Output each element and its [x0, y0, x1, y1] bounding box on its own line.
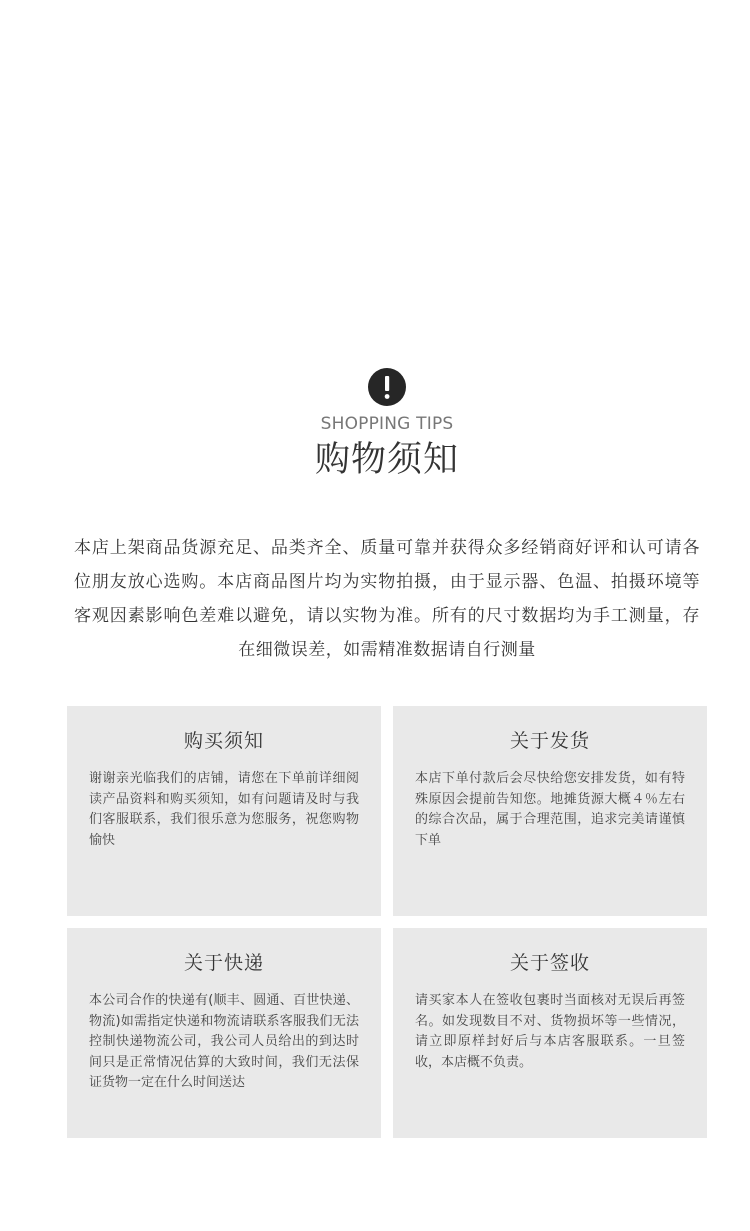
card-purchase-notice — [67, 706, 381, 916]
card-shipping — [393, 706, 707, 916]
intro-paragraph: 本店上架商品货源充足、品类齐全、质量可靠并获得众多经销商好评和认可请各位朋友放心选购。本店商品图片均为实物拍摄，由于显示器、色温、拍摄环境等客观因素影响色差难以避免，请以实物为准。所有的尺寸数据均为手工测量，存在细微误差，如需精准数据请自行测量 — [74, 538, 700, 660]
card-express — [67, 928, 381, 1138]
card-title: 购买须知 — [183, 730, 264, 752]
section-title: 购物须知 — [314, 440, 459, 480]
card-text: 本店下单付款后会尽快给您安排发货，如有特殊原因会提前告知您。地摊货源大概４％左右的综合次品，属于合理范围，追求完美请谨慎下单 — [415, 771, 685, 848]
card-title: 关于签收 — [509, 952, 590, 974]
card-receipt — [393, 928, 707, 1138]
card-title: 关于快递 — [183, 952, 264, 974]
card-text: 请买家本人在签收包裹时当面核对无误后再签名。如发现数目不对、货物损坏等一些情况，请立即原样封好后与本店客服联系。一旦签收，本店概不负责。 — [415, 993, 685, 1070]
card-text: 谢谢亲光临我们的店铺，请您在下单前详细阅读产品资料和购买须知，如有问题请及时与我们客服联系，我们很乐意为您服务，祝您购物愉快 — [89, 771, 359, 848]
card-title: 关于发货 — [509, 730, 590, 752]
exclamation-icon — [368, 368, 406, 406]
section-subtitle: SHOPPING TIPS — [320, 414, 454, 434]
card-text: 本公司合作的快递有(顺丰、圆通、百世快递、物流)如需指定快递和物流请联系客服我们无法控制快递物流公司，我公司人员给出的到达时间只是正常情况估算的大致时间，我们无法保证货物一定在什么时间送达 — [89, 993, 359, 1090]
